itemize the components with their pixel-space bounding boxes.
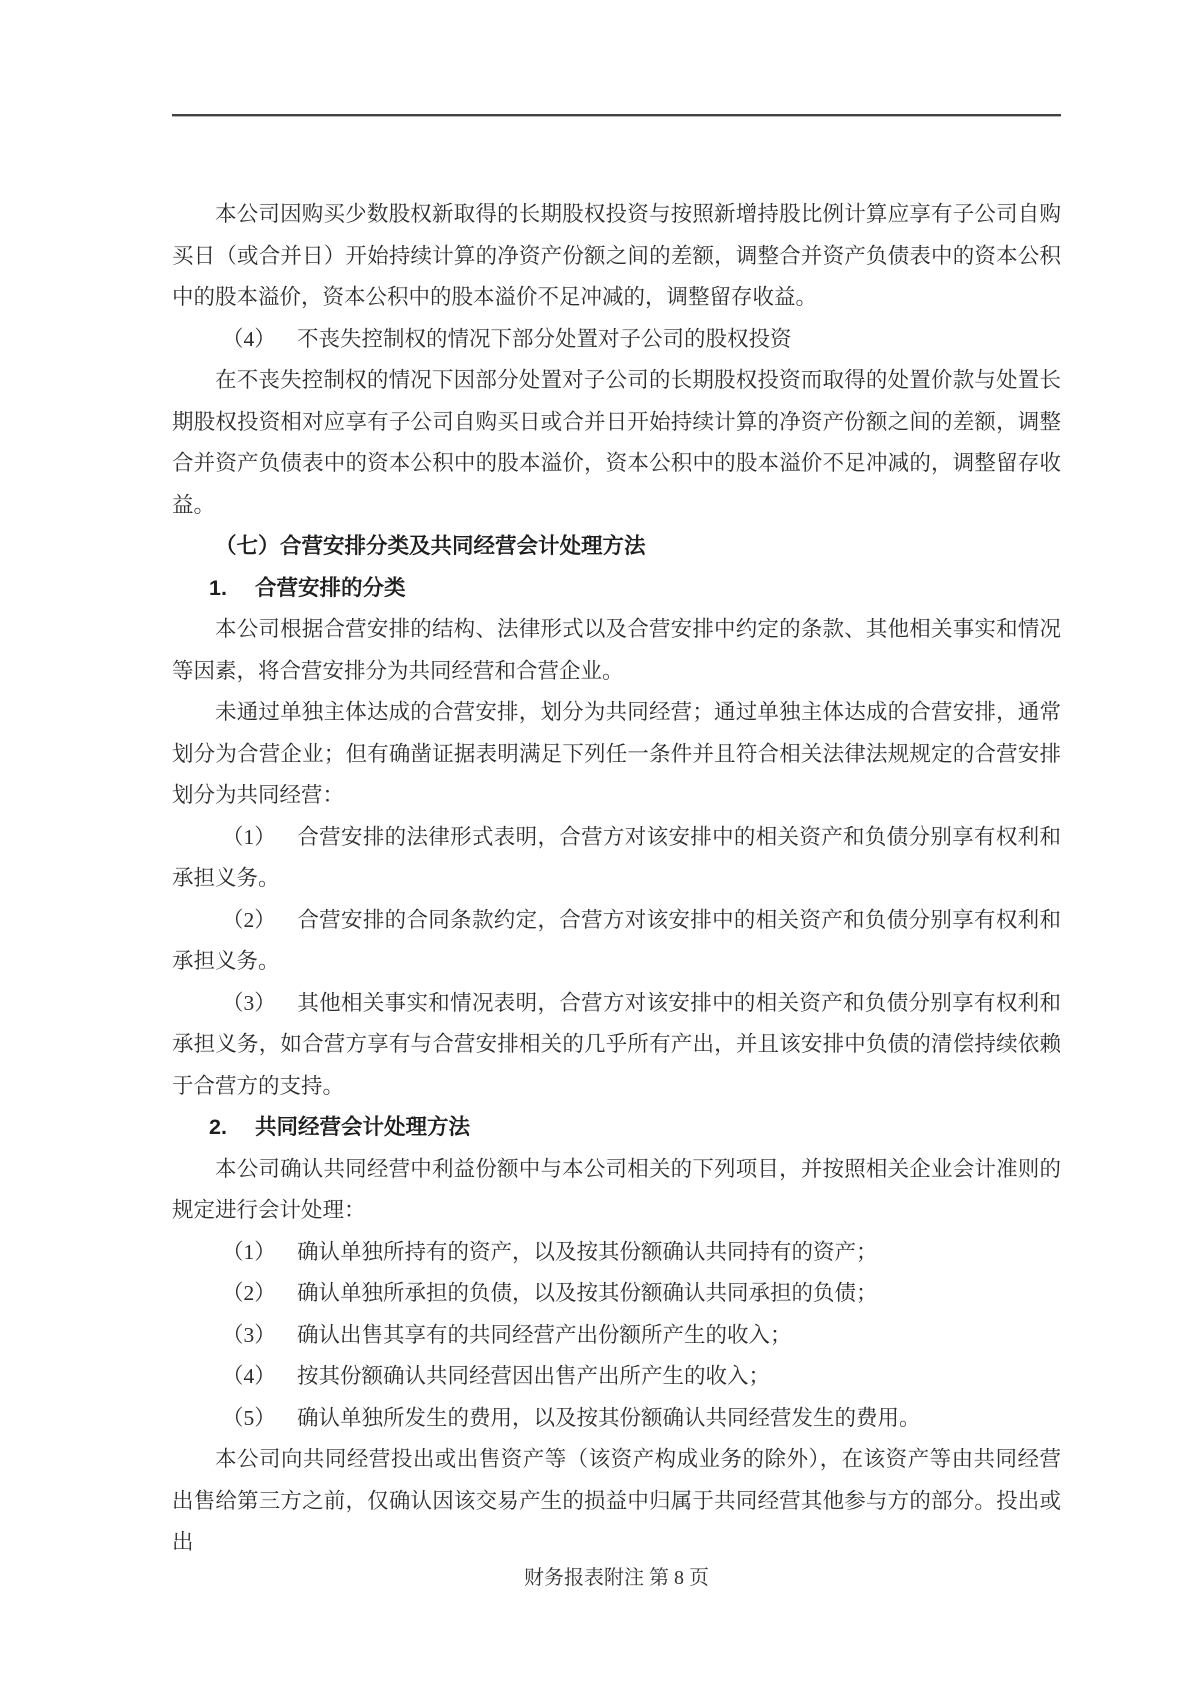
list-item-number: （1） bbox=[222, 1239, 276, 1264]
list-item bbox=[172, 1232, 1061, 1274]
subsection-number: 2. bbox=[209, 1115, 227, 1139]
list-item-text: 不丧失控制权的情况下部分处置对子公司的股权投资 bbox=[297, 326, 792, 351]
list-item bbox=[172, 817, 1061, 900]
paragraph: 本公司因购买少数股权新取得的长期股权投资与按照新增持股比例计算应享有子公司自购买日（或合并日）开始持续计算的净资产份额之间的差额，调整合并资产负债表中的资本公积中的股本溢价，资本公积中的股本溢价不足冲减的，调整留存收益。 bbox=[172, 202, 1061, 309]
list-item bbox=[172, 319, 1061, 361]
list-item-text: 确认出售其享有的共同经营产出份额所产生的收入； bbox=[297, 1322, 792, 1347]
paragraph: 本公司确认共同经营中利益份额中与本公司相关的下列项目，并按照相关企业会计准则的规定进行会计处理： bbox=[172, 1156, 1061, 1222]
header-rule bbox=[172, 114, 1061, 117]
subsection-number: 1. bbox=[209, 575, 227, 600]
paragraph: 在不丧失控制权的情况下因部分处置对子公司的长期股权投资而取得的处置价款与处置长期股权投资相对应享有子公司自购买日或合并日开始持续计算的净资产份额之间的差额，调整合并资产负债表中的资本公积中的股本溢价，资本公积中的股本溢价不足冲减的，调整留存收益。 bbox=[172, 368, 1061, 517]
list-item-number: （3） bbox=[222, 1322, 276, 1347]
list-item-text: 合营安排的合同条款约定，合营方对该安排中的相关资产和负债分别享有权利和承担义务。 bbox=[172, 907, 1061, 973]
list-item-text: 确认单独所持有的资产，以及按其份额确认共同持有的资产； bbox=[297, 1239, 878, 1264]
list-item bbox=[172, 1398, 1061, 1440]
section-heading bbox=[172, 526, 1061, 568]
list-item-number: （2） bbox=[222, 907, 276, 932]
section-number: （七） bbox=[215, 534, 280, 558]
list-item bbox=[172, 900, 1061, 983]
list-item-text: 合营安排的法律形式表明，合营方对该安排中的相关资产和负债分别享有权利和承担义务。 bbox=[172, 824, 1061, 890]
list-item bbox=[172, 1356, 1061, 1398]
list-item-text: 按其份额确认共同经营因出售产出所产生的收入； bbox=[297, 1364, 771, 1388]
subsection-title: 共同经营会计处理方法 bbox=[255, 1115, 471, 1139]
list-item bbox=[172, 1315, 1061, 1357]
paragraph: 未通过单独主体达成的合营安排，划分为共同经营；通过单独主体达成的合营安排，通常划分为合营企业；但有确凿证据表明满足下列任一条件并且符合相关法律法规规定的合营安排划分为共同经营： bbox=[172, 700, 1061, 807]
list-item-number: （1） bbox=[222, 824, 276, 849]
page-footer: 财务报表附注 第 8 页 bbox=[524, 1567, 709, 1589]
list-item-number: （2） bbox=[222, 1281, 276, 1305]
list-item-text: 其他相关事实和情况表明，合营方对该安排中的相关资产和负债分别享有权利和承担义务，如合营方享有与合营安排相关的几乎所有产出，并且该安排中负债的清偿持续依赖于合营方的支持。 bbox=[172, 990, 1061, 1098]
subsection-heading bbox=[172, 568, 1061, 610]
list-item bbox=[172, 983, 1061, 1108]
list-item-text: 确认单独所承担的负债，以及按其份额确认共同承担的负债； bbox=[297, 1281, 878, 1305]
list-item-text: 确认单独所发生的费用，以及按其份额确认共同经营发生的费用。 bbox=[297, 1405, 921, 1430]
paragraph: 本公司根据合营安排的结构、法律形式以及合营安排中约定的条款、其他相关事实和情况等因素，将合营安排分为共同经营和合营企业。 bbox=[172, 617, 1061, 683]
paragraph: 本公司向共同经营投出或出售资产等（该资产构成业务的除外），在该资产等由共同经营出售给第三方之前，仅确认因该交易产生的损益中归属于共同经营其他参与方的部分。投出或出 bbox=[172, 1447, 1061, 1554]
list-item-number: （4） bbox=[222, 326, 276, 351]
list-item bbox=[172, 1273, 1061, 1315]
list-item-number: （3） bbox=[222, 990, 276, 1015]
list-item-number: （4） bbox=[222, 1364, 276, 1388]
subsection-title: 合营安排的分类 bbox=[255, 575, 406, 600]
list-item-number: （5） bbox=[222, 1405, 276, 1430]
section-title: 合营安排分类及共同经营会计处理方法 bbox=[280, 534, 646, 558]
document-body bbox=[172, 194, 1061, 1564]
subsection-heading bbox=[172, 1107, 1061, 1149]
